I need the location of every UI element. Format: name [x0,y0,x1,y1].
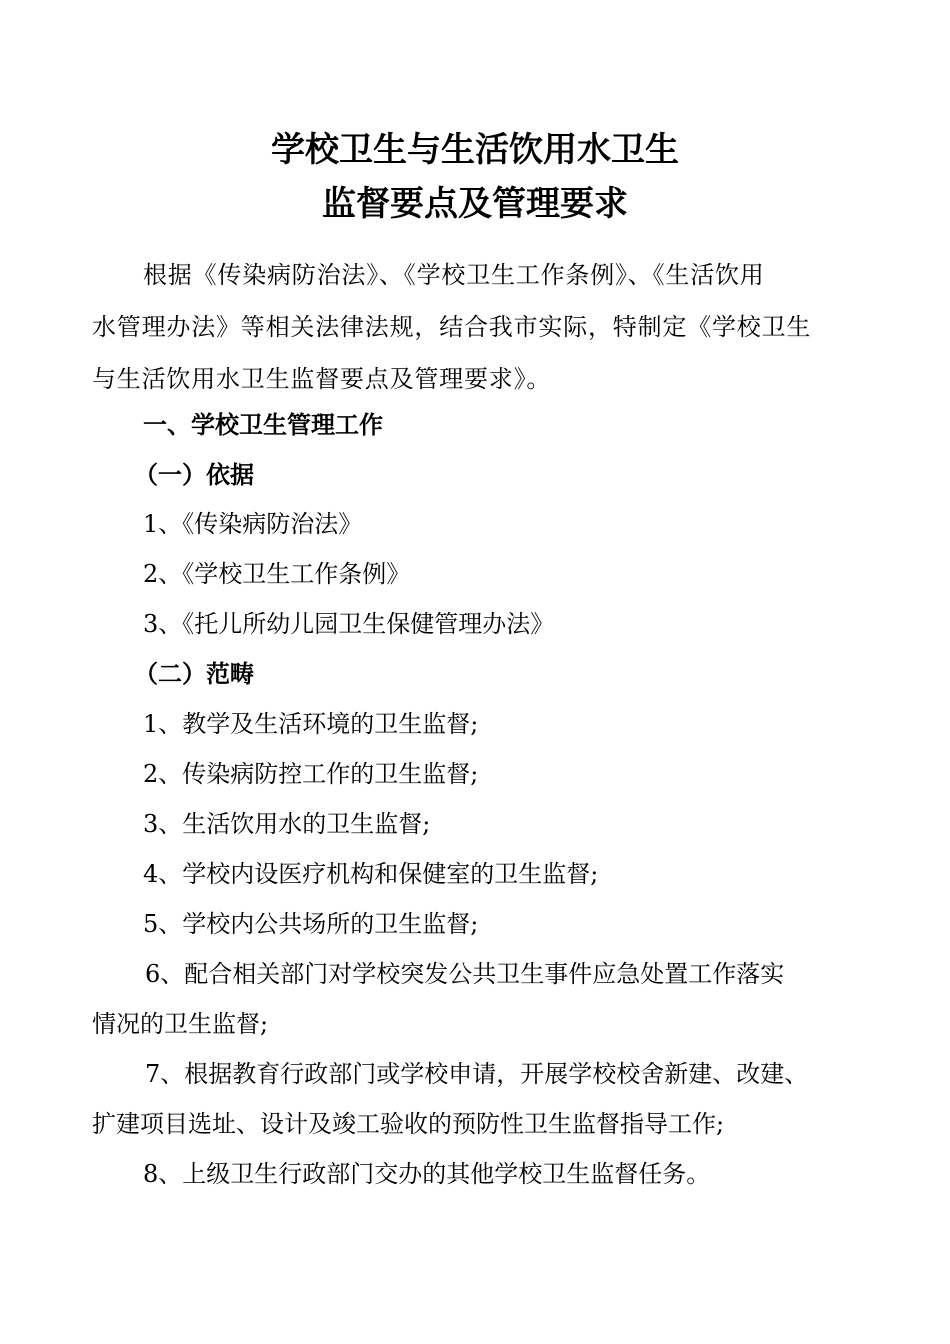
scope-item: 4、学校内设医疗机构和保健室的卫生监督; [143,860,599,888]
scope-item-7-line-1: 7、根据教育行政部门或学校申请，开展学校校舍新建、改建、 [145,1060,809,1088]
basis-subheading: （一）依据 [134,461,254,489]
basis-item: 1、《传染病防治法》 [143,510,363,538]
document-title-line-2: 监督要点及管理要求 [322,184,628,224]
basis-item: 3、《托儿所幼儿园卫生保健管理办法》 [143,610,555,638]
section-heading: 一、学校卫生管理工作 [143,411,383,439]
intro-paragraph-line-3: 与生活饮用水卫生监督要点及管理要求》。 [92,365,552,393]
document-title-line-1: 学校卫生与生活饮用水卫生 [271,130,679,170]
scope-item: 5、学校内公共场所的卫生监督; [143,910,479,938]
scope-item: 8、上级卫生行政部门交办的其他学校卫生监督任务。 [143,1160,711,1188]
intro-paragraph-line-2: 水管理办法》等相关法律法规，结合我市实际，特制定《学校卫生 [92,313,812,341]
basis-item: 2、《学校卫生工作条例》 [143,560,411,588]
scope-item: 3、生活饮用水的卫生监督; [143,810,431,838]
scope-item-6-line-1: 6、配合相关部门对学校突发公共卫生事件应急处置工作落实 [145,960,785,988]
scope-subheading: （二）范畴 [134,660,254,688]
scope-item: 1、教学及生活环境的卫生监督; [143,710,479,738]
scope-item-6-line-2: 情况的卫生监督; [92,1010,269,1038]
scope-item: 2、传染病防控工作的卫生监督; [143,760,479,788]
scope-item-7-line-2: 扩建项目选址、设计及竣工验收的预防性卫生监督指导工作; [92,1110,725,1138]
intro-paragraph-line-1: 根据《传染病防治法》、《学校卫生工作条例》、《生活饮用 [143,261,765,289]
